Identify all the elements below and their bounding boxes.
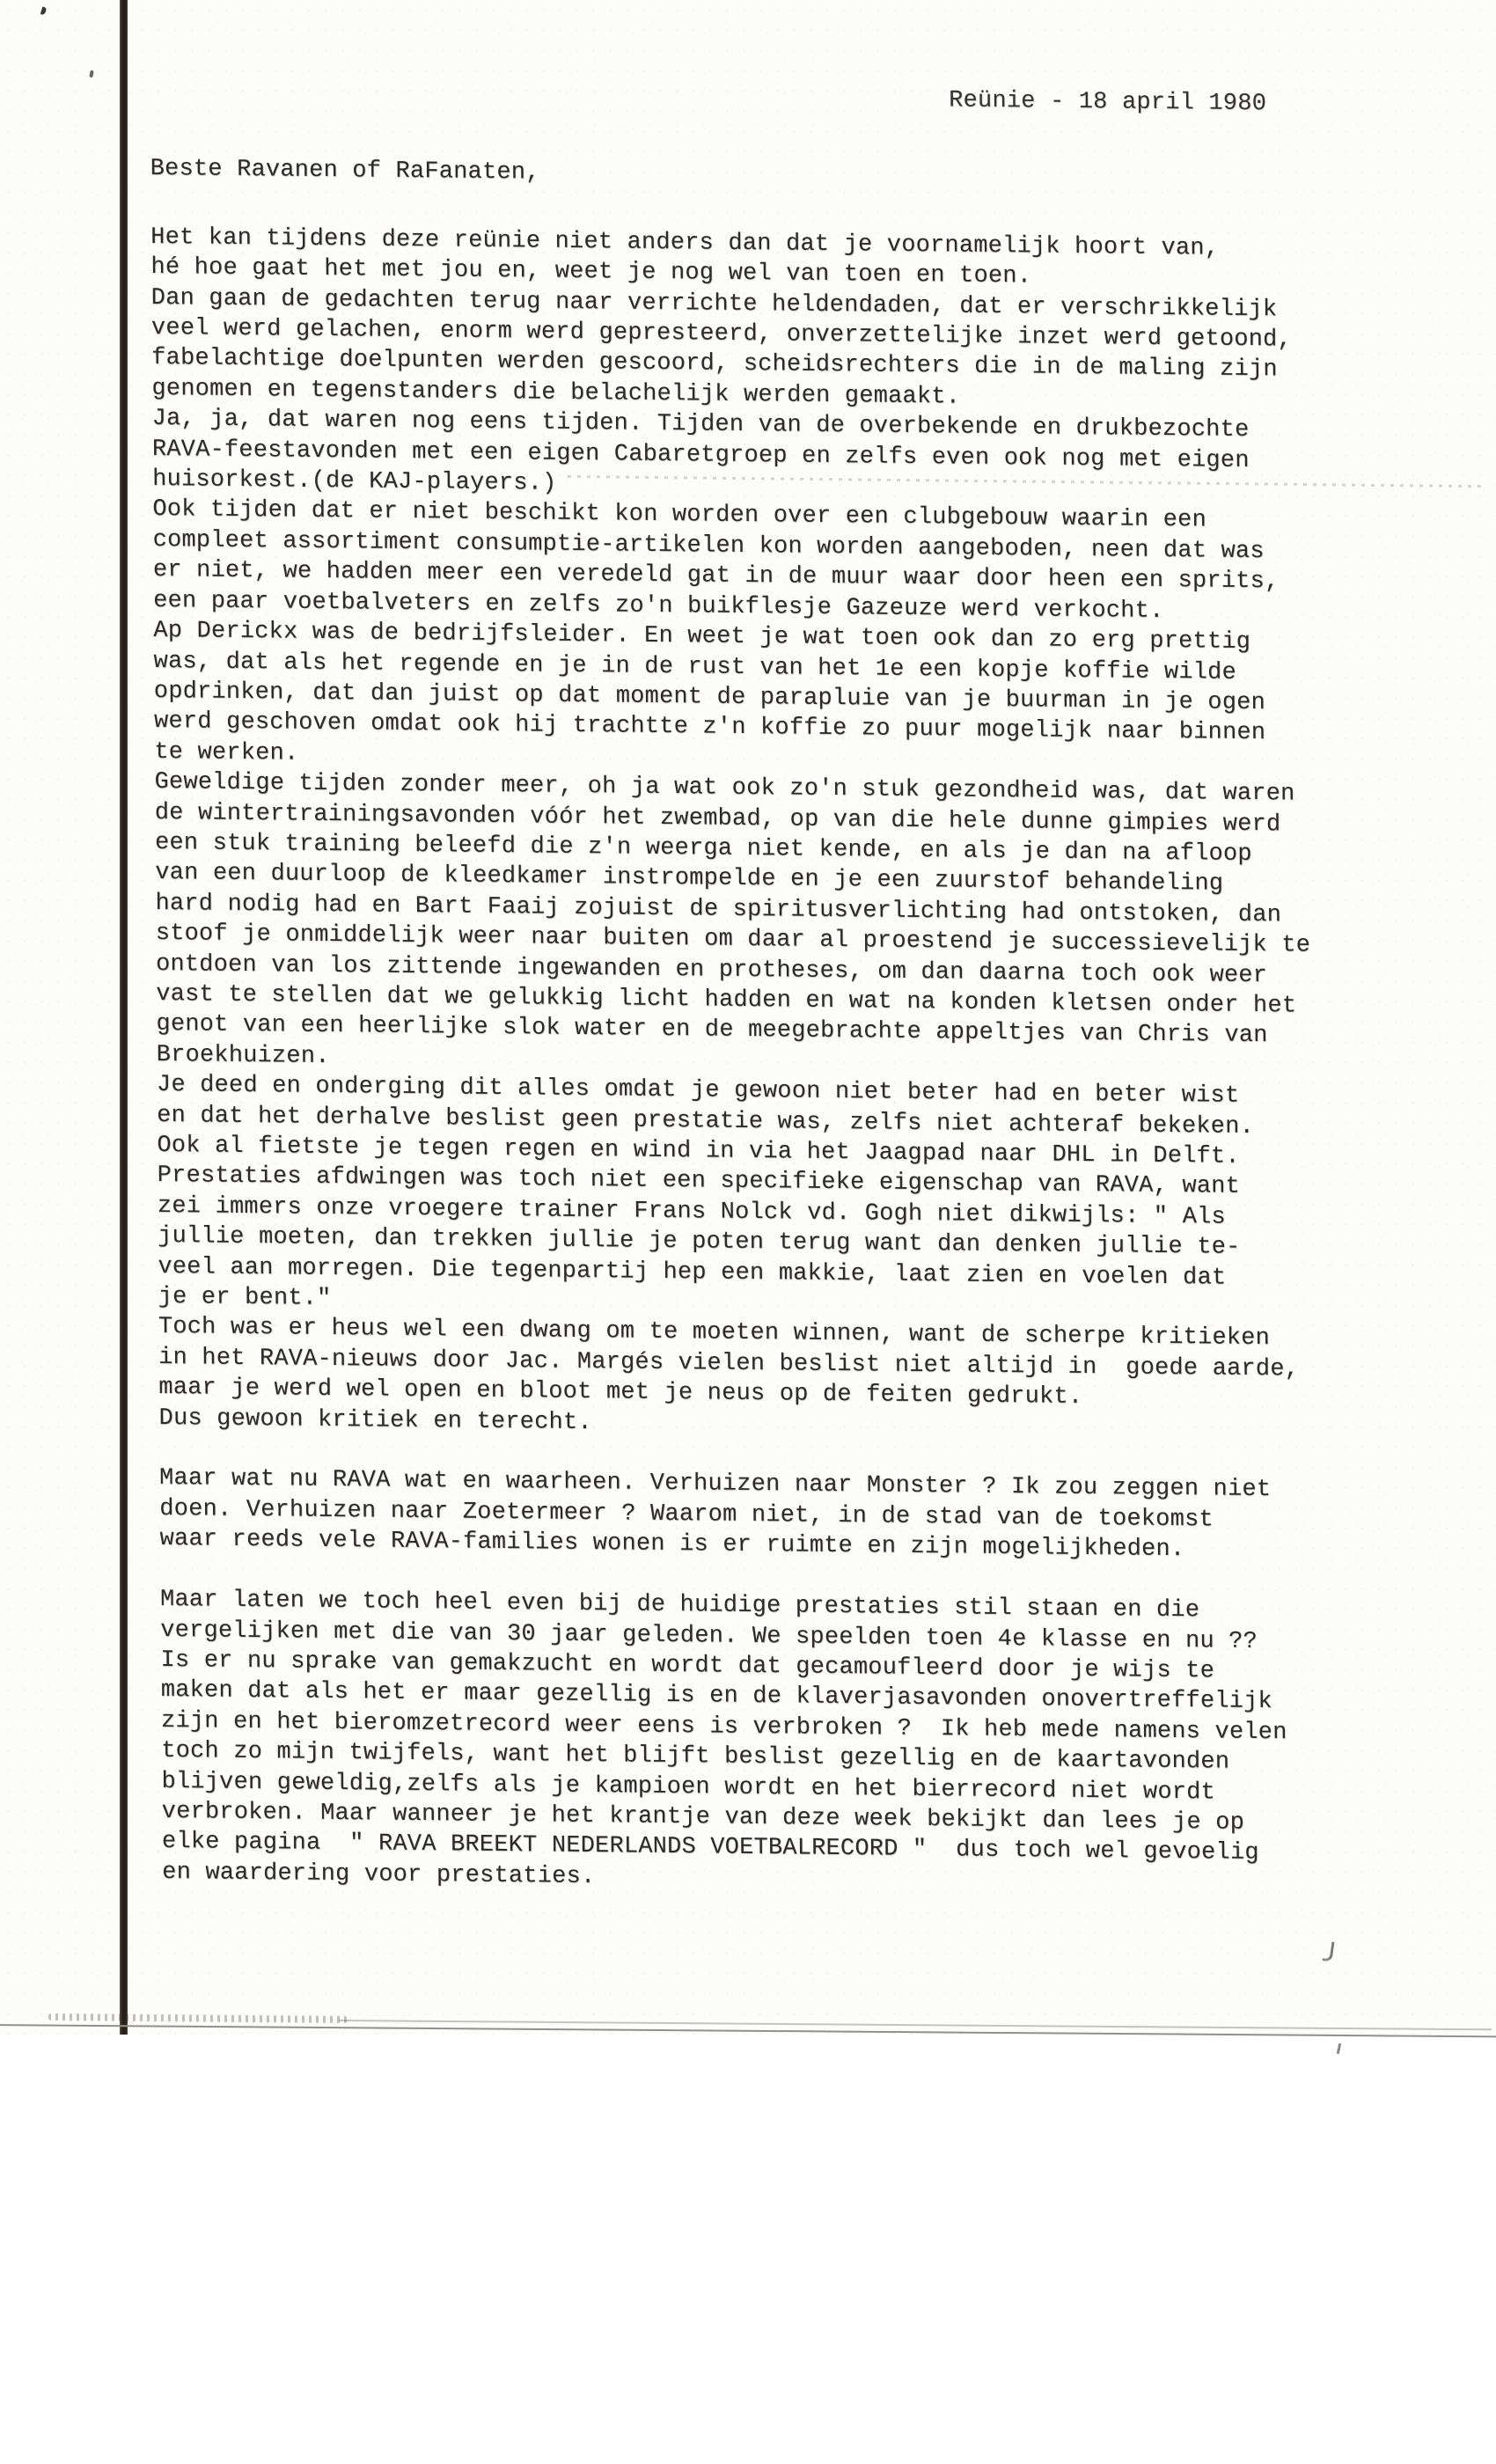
letter-body: Het kan tijdens deze reünie niet anders dan dat je voornamelijk hoort van, hé hoe gaat het met jou en, weet je nog wel van toen en toen. Dan gaan de gedachten terug naar verrichte heldendaden, dat er verschrikkelijk veel werd gelachen, enorm werd gepresteerd, onverzettelijke inzet werd getoond, fabelachtige doelpunten werden gescoord, scheidsrechters die in de maling zijn genomen en tegenstanders die belachelijk werden gemaakt. Ja, ja, dat waren nog eens tijden. Tijden van de overbekende en drukbezochte RAVA-feestavonden met een eigen Cabaretgroep en zelfs even ook nog met eigen huisorkest.(de KAJ-players.) Ook tijden dat er niet beschikt kon worden over een clubgebouw waarin een compleet assortiment consumptie-artikelen kon worden aangeboden, neen dat was er niet, we hadden meer een veredeld gat in de muur waar door heen een sprits, een paar voetbalveters en zelfs zo'n buikflesje Gazeuze werd verkocht. Ap Derickx was de bedrijfsleider. En weet je wat toen ook dan zo erg prettig was, dat als het regende en je in de rust van het 1e een kopje koffie wilde opdrinken, dat dan juist op dat moment de parapluie van je buurman in je ogen werd geschoven omdat ook hij trachtte z'n koffie zo puur mogelijk naar binnen te werken. Geweldige tijden zonder meer, oh ja wat ook zo'n stuk gezondheid was, dat waren de wintertrainingsavonden vóór het zwembad, op van die hele dunne gimpies werd een stuk training beleefd die z'n weerga niet kende, en als je dan na afloop van een duurloop de kleedkamer instrompelde en je een zuurstof behandeling hard nodig had en Bart Faaij zojuist de spiritusverlichting had ontstoken, dan stoof je onmiddelijk weer naar buiten om daar al proestend je successievelijk te ontdoen van los zittende ingewanden en protheses, om dan daarna toch ook weer vast te stellen dat we gelukkig licht hadden en wat na konden kletsen onder het genot van een heerlijke slok water en de meegebrachte appeltjes van Chris van Broekhuizen. Je deed en onderging dit alles omdat je gewoon niet beter had en beter wist en dat het derhalve beslist geen prestatie was, zelfs niet achteraf bekeken. Ook al fietste je tegen regen en wind in via het Jaagpad naar DHL in Delft. Prestaties afdwingen was toch niet een specifieke eigenschap van RAVA, want zei immers onze vroegere trainer Frans Nolck vd. Gogh niet dikwijls: " Als jullie moeten, dan trekken jullie je poten terug want dan denken jullie te- veel aan morregen. Die tegenpartij hep een makkie, laat zien en voelen dat je er bent." Toch was er heus wel een dwang om te moeten winnen, want de scherpe kritieken in het RAVA-nieuws door Jac. Margés vielen beslist niet altijd in goede aarde, maar je werd wel open en bloot met je neus op de feiten gedrukt. Dus gewoon kritiek en terecht. Maar wat nu RAVA wat en waarheen. Verhuizen naar Monster ? Ik zou zeggen niet doen. Verhuizen naar Zoetermeer ? Waarom niet, in de stad van de toekomst waar reeds vele RAVA-families wonen is er ruimte en zijn mogelijkheden. Maar laten we toch heel even bij de huidige prestaties stil staan en die vergelijken met die van 30 jaar geleden. We speelden toen 4e klasse en nu ?? Is er nu sprake van gemakzucht en wordt dat gecamoufleerd door je wijs te maken dat als het er maar gezellig is en de klaverjasavonden onovertreffelijk zijn en het bieromzetrecord weer eens is verbroken ? Ik heb mede namens velen toch zo mijn twijfels, want het blijft beslist gezellig en de kaartavonden blijven geweldig,zelfs als je kampioen wordt en het bierrecord niet wordt verbroken. Maar wanneer je het krantje van deze week bekijkt dan lees je op elke pagina " RAVA BREEKT NEDERLANDS VOETBALRECORD " dus toch wel gevoelig en waardering voor prestaties. — [150, 224, 1311, 1890]
scan-speck — [40, 6, 48, 15]
scan-speck — [1322, 1940, 1334, 1962]
scan-speck — [1337, 2043, 1341, 2054]
scan-smudge — [48, 2013, 348, 2023]
binding-edge-line — [120, 0, 128, 2035]
scan-speck — [89, 70, 93, 78]
letter-content — [150, 77, 1363, 1900]
date-line: Reünie - 18 april 1980 — [949, 87, 1267, 118]
salutation: Beste Ravanen of RaFanaten, — [150, 156, 540, 187]
